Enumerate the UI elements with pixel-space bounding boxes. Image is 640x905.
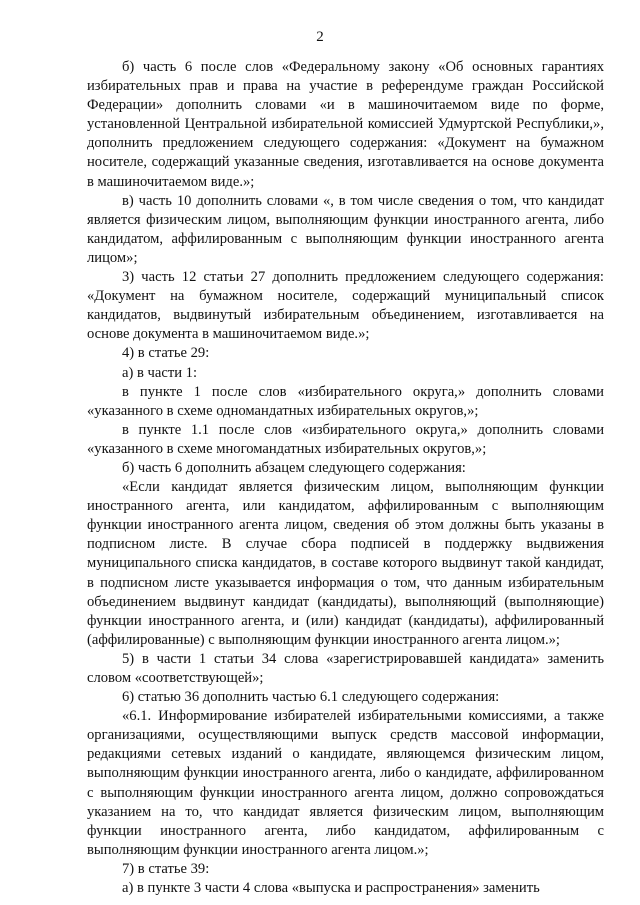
paragraph: в пункте 1.1 после слов «избирательного округа,» дополнить словами «указанного в схеме многомандатных избирательных округов,»; — [87, 421, 604, 457]
paragraph: а) в пункте 3 части 4 слова «выпуска и распространения» заменить — [122, 880, 540, 897]
paragraph: «6.1. Информирование избирателей избирательными комиссиями, а также организациями, осуществляющими выпуск средств массовой информации, редакциями сетевых изданий о кандидате, являющемся физическим лицом, выполняющим функции иностранного агента, либо о кандидате, аффилированном с выполняющим функции иностранного агента лицом, должно сопровождаться указанием на то, что кандидат является физическим лицом, выполняющим функции иностранного агента, либо кандидатом, аффилированным с выполняющим функции иностранного агента лицом.»; — [87, 708, 604, 858]
paragraph: в) часть 10 дополнить словами «, в том числе сведения о том, что кандидат является физическим лицом, выполняющим функции иностранного агента, либо кандидатом, аффилированным с выполняющим функции иностранного агента лицом»; — [87, 192, 604, 266]
paragraph: в пункте 1 после слов «избирательного округа,» дополнить словами «указанного в схеме одномандатных избирательных округов,»; — [87, 383, 604, 419]
paragraph: б) часть 6 после слов «Федеральному закону «Об основных гарантиях избирательных прав и права на участие в референдуме граждан Российской Федерации» дополнить словами «и в машиночитаемом виде по форме, установленной Центральной избирательной комиссией Удмуртской Республики,», дополнить предложением следующего содержания: «Документ на бумажном носителе, содержащий указанные сведения, изготавливается на основе документа в машиночитаемом виде.»; — [87, 59, 604, 190]
paragraph: 7) в статье 39: — [122, 860, 210, 877]
document-body — [87, 58, 604, 898]
page-number: 2 — [316, 29, 324, 45]
paragraph: 6) статью 36 дополнить частью 6.1 следующего содержания: — [122, 689, 500, 706]
paragraph: б) часть 6 дополнить абзацем следующего содержания: — [122, 459, 466, 476]
paragraph: 3) часть 12 статьи 27 дополнить предложением следующего содержания: «Документ на бумажном носителе, содержащий муниципальный список кандидатов, выдвинутый избирательным объединением, изготавливается на основе документа в машиночитаемом виде.»; — [87, 269, 604, 343]
paragraph: 4) в статье 29: — [122, 345, 210, 362]
paragraph: «Если кандидат является физическим лицом, выполняющим функции иностранного агента, или кандидатом, аффилированным с выполняющим функции иностранного агента лицом, сведения об этом должны быть указаны в подписном листе. В случае сбора подписей в поддержку выдвижения муниципального списка кандидатов, в составе которого выдвинут такой кандидат, в подписном листе указывается информация о том, что данным избирательным объединением выдвинут кандидат (кандидаты), выполняющий (выполняющие) функции иностранного агента, и (или) кандидат (кандидаты), аффилированный (аффилированные) с выполняющим функции иностранного агента лицом.»; — [87, 479, 604, 648]
paragraph: 5) в части 1 статьи 34 слова «зарегистрировавшей кандидата» заменить словом «соответствующей»; — [87, 650, 604, 686]
paragraph: а) в части 1: — [122, 364, 198, 381]
